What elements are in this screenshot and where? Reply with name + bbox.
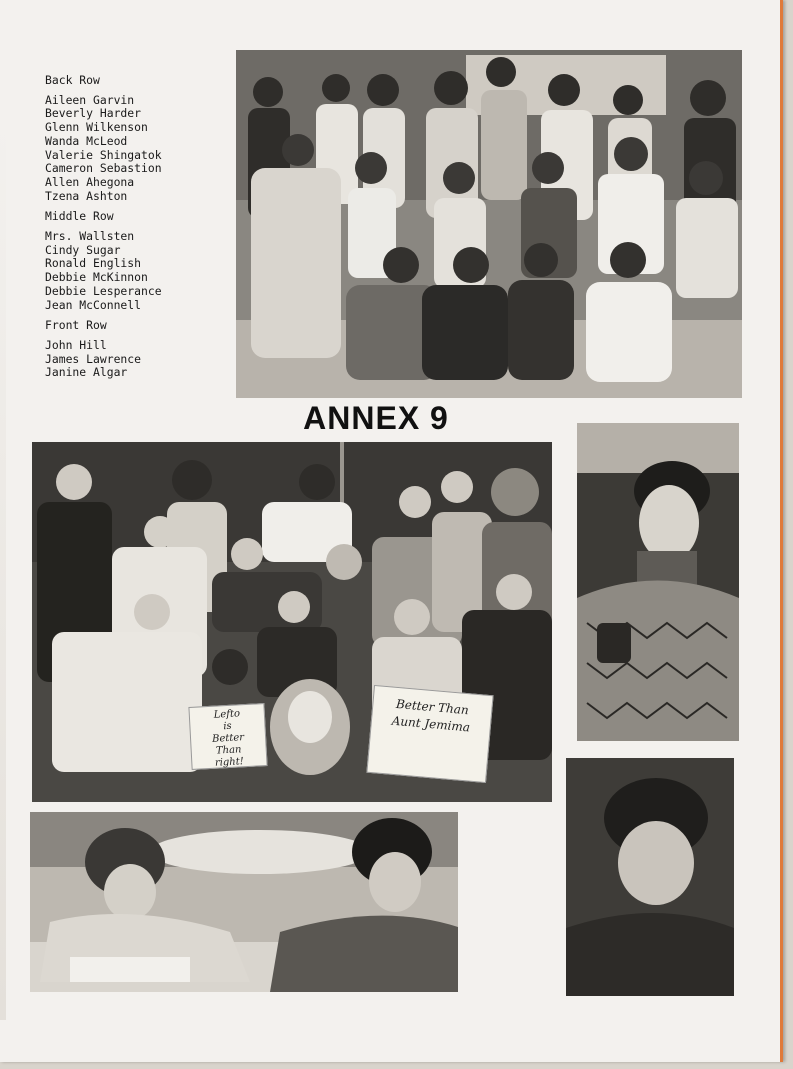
student-name: James Lawrence bbox=[45, 351, 142, 366]
student-name: Debbie McKinnon bbox=[45, 270, 148, 285]
student-portrait-sweater bbox=[577, 423, 739, 741]
aunt-jemima-sign bbox=[366, 685, 493, 783]
middle-row-heading: Middle Row bbox=[45, 209, 114, 224]
page-binding-edge bbox=[0, 120, 6, 1020]
student-name: Mrs. Wallsten bbox=[45, 229, 135, 244]
student-name: Tzena Ashton bbox=[45, 188, 128, 203]
student-name: Cameron Sebastion bbox=[45, 161, 162, 176]
student-name: John Hill bbox=[45, 337, 107, 352]
student-name: Janine Algar bbox=[45, 365, 128, 380]
sign-text: Lefto bbox=[213, 708, 241, 721]
student-portrait-looking-down bbox=[566, 758, 734, 996]
students-at-desk-photo bbox=[30, 812, 458, 992]
back-row-heading: Back Row bbox=[45, 73, 100, 87]
class-group-photo bbox=[236, 50, 742, 398]
front-row-heading: Front Row bbox=[45, 318, 107, 333]
student-name: Ronald English bbox=[45, 256, 142, 271]
sign-text: Aunt Jemima bbox=[391, 713, 471, 735]
student-name: Beverly Harder bbox=[45, 106, 142, 121]
student-name: Jean McConnell bbox=[45, 297, 142, 312]
sign-text: Than bbox=[215, 744, 242, 757]
student-name: Allen Ahegona bbox=[45, 174, 135, 189]
sign-text: Better bbox=[211, 732, 245, 745]
lefto-sign bbox=[188, 703, 267, 770]
page-title: ANNEX 9 bbox=[303, 400, 449, 436]
student-name: Debbie Lesperance bbox=[45, 283, 162, 298]
sign-text: is bbox=[223, 720, 232, 733]
student-name: Wanda McLeod bbox=[45, 133, 128, 148]
back-row-names bbox=[45, 94, 235, 204]
sign-text: Better Than bbox=[395, 696, 470, 718]
student-name: Valerie Shingatok bbox=[45, 147, 162, 162]
front-row-names bbox=[45, 339, 235, 380]
sign-text: right! bbox=[214, 756, 245, 769]
middle-row-names bbox=[45, 230, 235, 312]
class-photo-caption bbox=[45, 74, 235, 387]
student-name: Cindy Sugar bbox=[45, 242, 121, 257]
student-name: Aileen Garvin bbox=[45, 92, 135, 107]
student-name: Glenn Wilkenson bbox=[45, 120, 148, 135]
